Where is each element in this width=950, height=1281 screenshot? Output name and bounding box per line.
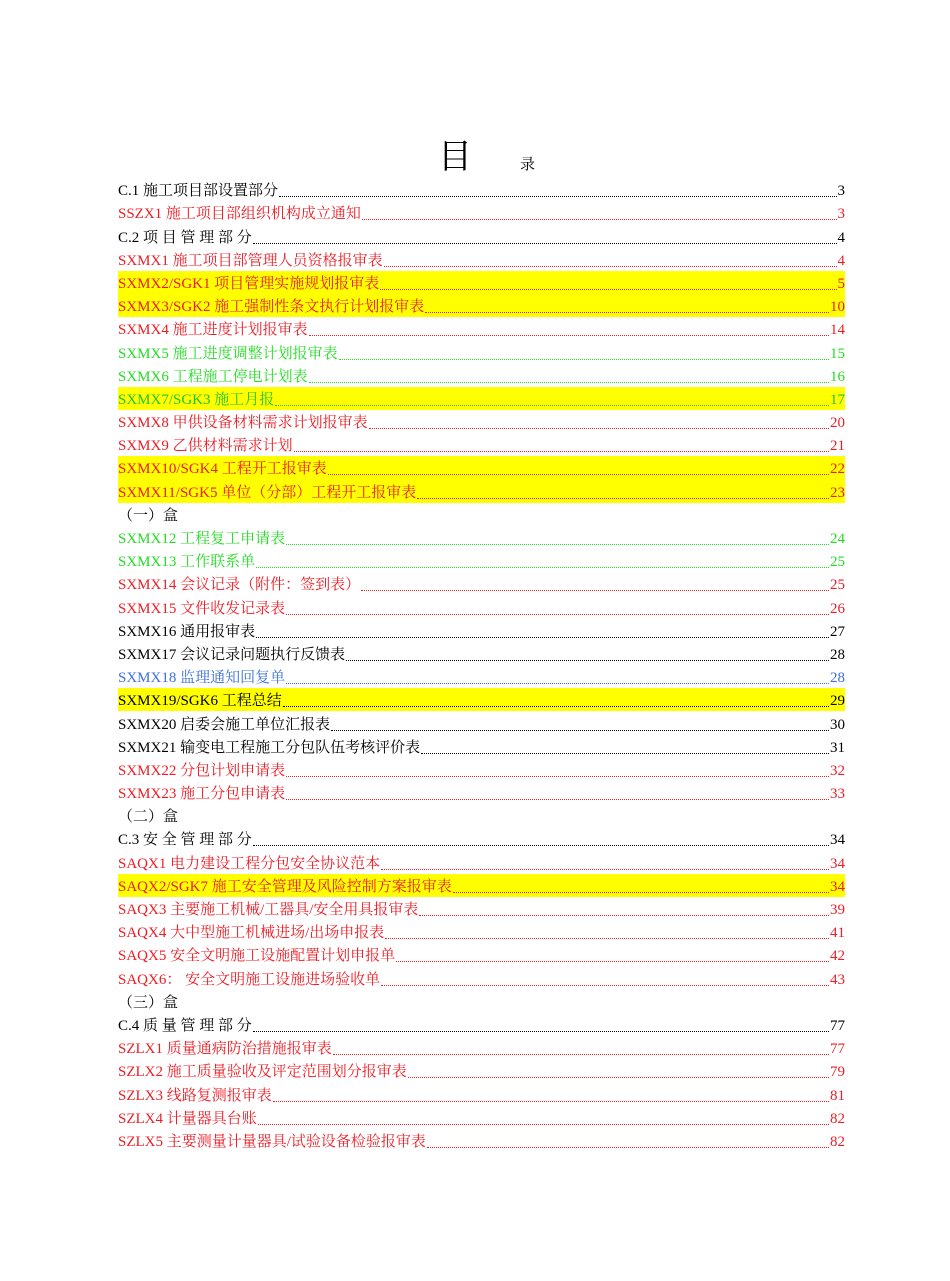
toc-entry[interactable] [118,433,845,456]
toc-page-number: 41 [830,925,845,942]
toc-entry-label: SXMX7/SGK3 施工月报 [118,391,275,408]
toc-leader-dots [453,882,829,893]
toc-leader-dots [421,743,829,754]
toc-entry-label: SXMX18 监理通知回复单 [118,670,286,687]
toc-leader-dots [361,580,829,591]
toc-page-number: 77 [830,1017,845,1034]
toc-entry[interactable] [118,1082,845,1105]
toc-entry[interactable] [118,317,845,340]
toc-entry[interactable] [118,1129,845,1152]
toc-entry-label: SXMX20 启委会施工单位汇报表 [118,716,331,733]
toc-entry[interactable] [118,735,845,758]
toc-entry[interactable] [118,248,845,271]
toc-page-number: 17 [830,391,845,408]
toc-entry-label: SZLX3 线路复测报审表 [118,1087,272,1104]
toc-leader-dots [279,186,836,197]
toc-title-main: 目 [438,139,472,176]
toc-leader-dots [333,1044,829,1055]
toc-entry-label: SAQX6： 安全文明施工设施进场验收单 [118,971,381,988]
toc-page-number: 42 [830,948,845,965]
toc-entry[interactable] [118,619,845,642]
toc-leader-dots [309,372,829,383]
toc-entry[interactable] [118,479,845,502]
toc-page-number: 23 [830,484,845,501]
toc-entry[interactable] [118,178,845,201]
toc-leader-dots [253,1021,829,1032]
toc-page-number: 3 [837,183,845,200]
toc-entry-label: SXMX1 施工项目部管理人员资格报审表 [118,252,383,269]
toc-entry[interactable] [118,271,845,294]
toc-leader-dots [346,650,829,661]
toc-entry-label: SAQX5 安全文明施工设施配置计划申报单 [118,948,396,965]
toc-entry-label: SXMX17 会议记录问题执行反馈表 [118,646,346,663]
toc-entry[interactable] [118,201,845,224]
toc-page-number: 77 [830,1041,845,1058]
toc-page-number: 39 [830,902,845,918]
toc-section-heading [118,503,845,526]
toc-entry[interactable] [118,920,845,943]
toc-entry-label: C.3 安 全 管 理 部 分 [118,832,252,849]
toc-entry-label: SXMX23 施工分包申请表 [118,786,286,803]
toc-leader-dots [286,673,829,684]
toc-entry-label: SXMX10/SGK4 工程开工报审表 [118,461,327,478]
toc-leader-dots [258,1114,829,1125]
toc-leader-dots [331,720,829,731]
toc-page-number: 31 [830,739,845,756]
toc-leader-dots [369,418,829,429]
toc-entry-label: SXMX13 工作联系单 [118,554,256,571]
toc-entry-label: SXMX14 会议记录（附件：签到表） [118,577,361,594]
toc-page-number: 29 [830,693,845,710]
toc-entry[interactable] [118,665,845,688]
toc-page-number: 10 [830,299,845,316]
toc-page-number: 20 [830,415,845,432]
toc-page-number: 32 [830,762,845,779]
toc-page-number: 82 [830,1133,845,1150]
toc-entry-label: SXMX3/SGK2 施工强制性条文执行计划报审表 [118,299,425,316]
toc-entry-label: （一）盒 [118,507,179,524]
toc-entry-label: SXMX15 文件收发记录表 [118,600,286,617]
toc-entry-label: C.4 质 量 管 理 部 分 [118,1017,252,1034]
toc-leader-dots [286,789,829,800]
toc-page-number: 28 [830,670,845,687]
toc-leader-dots [381,975,829,986]
toc-page-number: 15 [830,345,845,362]
toc-entry-label: SZLX2 施工质量验收及评定范围划分报审表 [118,1064,407,1081]
toc-page-number: 34 [830,878,845,895]
toc-leader-dots [286,766,829,777]
toc-page-number: 34 [830,855,845,872]
toc-entry-label: SXMX12 工程复工申请表 [118,531,286,547]
toc-entry[interactable] [118,781,845,804]
toc-entry-label: SXMX9 乙供材料需求计划 [118,438,293,455]
toc-page-number: 4 [837,252,845,269]
toc-entry[interactable] [118,224,845,247]
toc-entry[interactable] [118,1106,845,1129]
toc-entry[interactable] [118,364,845,387]
toc-title [0,138,950,182]
toc-entry-label: SAQX3 主要施工机械/工器具/安全用具报审表 [118,902,419,918]
toc-entry[interactable] [118,642,845,665]
toc-leader-dots [275,395,829,406]
toc-leader-dots [408,1067,829,1078]
toc-page-number: 25 [830,554,845,571]
toc-section-heading [118,990,845,1013]
toc-entry-label: SXMX6 工程施工停电计划表 [118,368,308,385]
toc-leader-dots [273,1091,829,1102]
toc-entry-label: SAQX1 电力建设工程分包安全协议范本 [118,855,381,872]
toc-entry-label: SZLX5 主要测量计量器具/试验设备检验报审表 [118,1133,426,1150]
toc-entry[interactable] [118,410,845,433]
toc-section-heading [118,804,845,827]
toc-entry-label: SXMX16 通用报审表 [118,623,256,640]
toc-leader-dots [384,256,837,267]
toc-page-number: 27 [830,623,845,640]
toc-page-number: 22 [830,461,845,478]
toc-leader-dots [256,627,829,638]
toc-page-number: 25 [830,577,845,594]
toc-entry[interactable] [118,549,845,572]
toc-leader-dots [294,441,829,452]
toc-entry-label: （二）盒 [118,809,179,826]
toc-page-number: 16 [830,368,845,385]
toc-entry-label: SAQX2/SGK7 施工安全管理及风险控制方案报审表 [118,878,452,895]
toc-page-number: 33 [830,786,845,803]
toc-leader-dots [286,604,829,615]
toc-leader-dots [309,325,829,336]
toc-leader-dots [396,951,829,962]
toc-page-number: 21 [830,438,845,455]
toc-page-number: 5 [837,275,845,292]
toc-leader-dots [381,859,829,870]
toc-entry[interactable] [118,526,845,549]
toc-entry[interactable] [118,874,845,897]
toc-leader-dots [328,464,829,475]
toc-entry-label: （三）盒 [118,994,179,1011]
toc-entry[interactable] [118,758,845,781]
toc-title-sub: 录 [520,157,536,173]
toc-entry[interactable] [118,387,845,410]
toc-entry[interactable] [118,572,845,595]
toc-leader-dots [417,488,829,499]
toc-page-number: 81 [830,1087,845,1104]
toc-entry[interactable] [118,688,845,711]
toc-entry-label: SZLX4 计量器具台账 [118,1110,257,1127]
toc-entry-label: SXMX22 分包计划申请表 [118,762,286,779]
toc-leader-dots [286,534,829,545]
toc-leader-dots [385,928,829,939]
toc-entry-label: SXMX11/SGK5 单位（分部）工程开工报审表 [118,484,417,501]
toc-page-number: 14 [830,322,845,339]
toc-page-number: 28 [830,646,845,663]
toc-page-number: 26 [830,600,845,617]
toc-entry-label: SXMX19/SGK6 工程总结 [118,693,282,710]
toc-entry-label: SZLX1 质量通病防治措施报审表 [118,1041,332,1058]
toc-page-number: 43 [830,971,845,988]
toc-leader-dots [256,557,829,568]
toc-leader-dots [427,1137,829,1148]
toc-entry[interactable] [118,943,845,966]
toc-page-number: 4 [837,229,845,246]
toc-entry[interactable] [118,711,845,734]
toc-entry[interactable] [118,850,845,873]
toc-page-number: 24 [830,531,845,547]
toc-page-number: 34 [830,832,845,849]
toc-entry-label: SXMX4 施工进度计划报审表 [118,322,308,339]
toc-entry-label: C.2 项 目 管 理 部 分 [118,229,252,246]
toc-entry[interactable] [118,340,845,363]
toc-page-number: 30 [830,716,845,733]
toc-entry[interactable] [118,966,845,989]
toc-leader-dots [425,302,829,313]
toc-entry-label: SAQX4 大中型施工机械进场/出场申报表 [118,925,385,942]
toc-entry-label: SXMX5 施工进度调整计划报审表 [118,345,338,362]
toc-leader-dots [380,279,836,290]
toc-leader-dots [419,905,829,916]
toc-leader-dots [253,233,837,244]
toc-leader-dots [362,209,837,220]
toc-page-number: 3 [837,206,845,223]
toc-entry-label: SXMX21 输变电工程施工分包队伍考核评价表 [118,739,421,756]
toc-leader-dots [339,349,829,360]
toc-leader-dots [253,835,829,846]
toc-entry[interactable] [118,595,845,618]
toc-entry[interactable] [118,1059,845,1082]
toc-entry-label: SXMX8 甲供设备材料需求计划报审表 [118,415,368,432]
toc-entry[interactable] [118,897,845,920]
toc-leader-dots [283,696,829,707]
toc-entry[interactable] [118,1013,845,1036]
toc-page-number: 79 [830,1064,845,1081]
toc-entry[interactable] [118,294,845,317]
toc-entry[interactable] [118,827,845,850]
toc-entry-label: SSZX1 施工项目部组织机构成立通知 [118,206,361,223]
table-of-contents [118,178,845,1152]
toc-entry[interactable] [118,456,845,479]
toc-page-number: 82 [830,1110,845,1127]
toc-entry[interactable] [118,1036,845,1059]
toc-entry-label: SXMX2/SGK1 项目管理实施规划报审表 [118,275,380,292]
toc-entry-label: C.1 施工项目部设置部分 [118,183,279,200]
